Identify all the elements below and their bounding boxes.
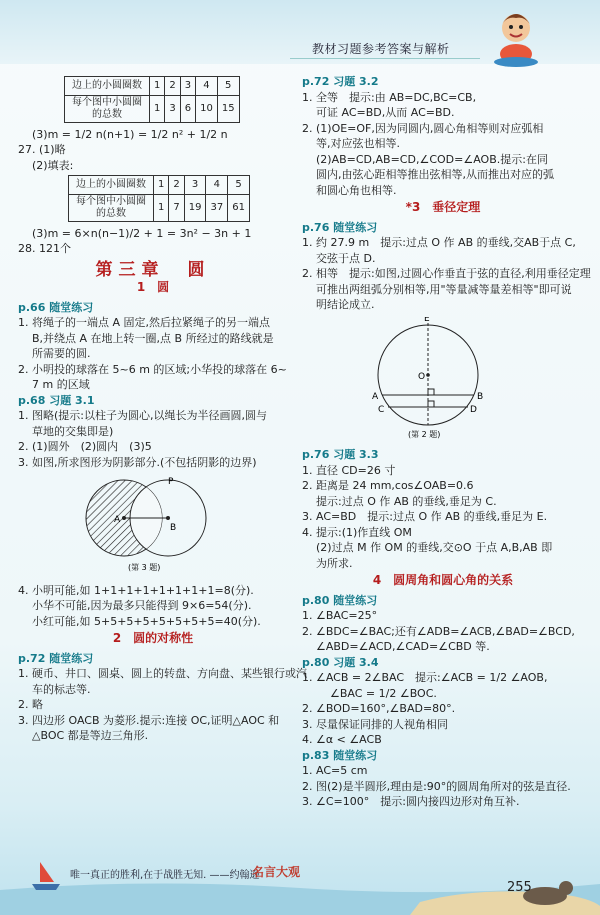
answer-line: 明结论成立. [316,298,375,311]
answer-line: 交弦于点 D. [316,251,376,265]
answer-line: 3. 四边形 OACB 为菱形.提示:连接 OC,证明△AOC 和 [18,713,280,727]
table-cell: 1 [150,77,165,96]
table-cell: 每个图中小圆圈的总数 [69,194,154,221]
table-cell: 37 [206,194,228,221]
section-title: 2 圆的对称性 [112,631,194,645]
answer-line: 1. ∠ACB = 2∠BAC 提示:∠ACB = 1/2 ∠AOB, [302,671,548,684]
answer-line: 4. 提示:(1)作直线 OM [302,525,412,539]
answer-line: ∠ABD=∠ACD,∠CAD=∠CBD 等. [316,640,490,653]
figure-2 [302,317,584,439]
table-row [65,77,240,96]
table-cell: 10 [196,95,218,122]
table-cell: 5 [228,176,250,195]
answer-line: △BOC 都是等边三角形. [32,729,149,742]
table-cell: 19 [184,194,206,221]
answer-line: 3. ∠C=100° 提示:圆内接四边形对角互补. [302,795,520,808]
table-cell: 6 [180,95,195,122]
table-cell: 3 [180,77,195,96]
figure-caption: (第 2 题) [408,429,441,439]
left-column [18,74,307,744]
table-cell: 每个图中小圆圈的总数 [65,95,150,122]
answer-line: 小华不可能,因为最多只能得到 9×6=54(分). [32,599,252,612]
answer-line: 小红可能,如 5+5+5+5+5+5+5+5=40(分). [32,614,261,628]
answer-line: 2. (1)圆外 (2)圆内 (3)5 [18,440,152,453]
answer-line: 车的标志等. [32,682,91,696]
table-row [69,176,250,195]
section-label: p.80 随堂练习 [302,593,378,607]
answer-line: 7 m 的区域 [32,378,90,391]
answer-line: (3)m = 1/2 n(n+1) = 1/2 n² + 1/2 n [32,127,228,141]
answer-line: 4. ∠α < ∠ACB [302,733,382,746]
label-p: P [168,477,174,487]
header-rule [290,58,480,59]
table-cell: 边上的小圆圈数 [69,176,154,195]
label-d: D [470,404,477,415]
answer-line: 1. 将绳子的一端点 A 固定,然后拉紧绳子的另一端点 [18,316,271,329]
table-row [69,194,250,221]
answer-line: ∠BAC = 1/2 ∠BOC. [330,686,437,700]
answer-line: 草地的交集即是) [32,424,114,438]
answer-line: (3)m = 6×n(n−1)/2 + 1 = 3n² − 3n + 1 [32,226,252,240]
answer-line: 1. 图略(提示:以柱子为圆心,以绳长为半径画圆,圆与 [18,409,267,422]
label-c: C [378,404,385,415]
answer-line: 可推出两组弧分别相等,用"等量减等量差相等"即可说 [316,282,572,296]
answer-line: (2)AB=CD,AB=CD,∠COD=∠AOB.提示:在同 [316,152,548,166]
answer-line: 所需要的圆. [32,347,91,360]
answer-line: 圆内,由弦心距相等推出弦相等,从而推出对应的弧 [316,168,554,181]
section-label: p.80 习题 3.4 [302,655,379,669]
answer-line: 2. 距离是 24 mm,cos∠OAB=0.6 [302,479,474,492]
section-label: p.72 习题 3.2 [302,75,379,88]
answer-line: 1. 硬币、井口、圆桌、圆上的转盘、方向盘、某些银行或汽 [18,667,307,680]
table-cell: 4 [196,77,218,96]
answer-line: (2)过点 M 作 OM 的垂线,交⊙O 于点 A,B,AB 即 [316,541,553,554]
right-column [302,74,591,810]
answer-line: 2. ∠BOD=160°,∠BAD=80°. [302,702,456,715]
table-cell: 2 [169,176,184,195]
section-label: p.76 随堂练习 [302,220,378,234]
sailboat-icon [32,862,60,890]
section-label: p.68 习题 3.1 [18,393,95,407]
table-2 [68,175,250,222]
section-label: p.72 随堂练习 [18,651,94,665]
table-1 [64,76,240,123]
table-cell: 61 [228,194,250,221]
question-28: 28. 121个 [18,242,71,255]
answer-line: 1. 全等 提示:由 AB=DC,BC=CB, [302,90,477,104]
table-cell: 边上的小圆圈数 [65,77,150,96]
table-cell: 4 [206,176,228,195]
answer-line: 3. 如图,所求图形为阴影部分.(不包括阴影的边界) [18,455,257,469]
section-label: p.66 随堂练习 [18,300,94,314]
answer-line: 等,对应弦也相等. [316,137,400,150]
answer-line: 1. ∠BAC=25° [302,609,378,622]
answer-line: 1. 直径 CD=26 寸 [302,463,396,477]
label-a: A [372,391,379,402]
figure-caption: (第 3 题) [128,563,161,572]
answer-line: 2. ∠BDC=∠BAC;还有∠ADB=∠ACB,∠BAD=∠BCD, [302,624,575,638]
table-cell: 5 [217,77,239,96]
answer-line: (2)填表: [32,158,74,172]
answer-line: 1. AC=5 cm [302,764,368,777]
footer-brand: 名言大观 [252,865,301,879]
answer-line: 可证 AC=BD,从而 AC=BD. [316,106,455,119]
page-number: 255 [507,880,532,895]
answer-line: 提示:过点 O 作 AB 的垂线,垂足为 C. [316,494,497,508]
chapter-title: 第三章 圆 [95,259,211,280]
table-row [65,95,240,122]
table-cell: 2 [165,77,180,96]
section-label: p.83 随堂练习 [302,748,378,762]
answer-line: 为所求. [316,556,353,570]
label-b: B [477,391,484,402]
header-title: 教材习题参考答案与解析 [312,42,450,56]
answer-line: 和圆心角也相等. [316,183,397,197]
label-e: E [424,316,430,324]
answer-line: 2. 小明投的球落在 5~6 m 的区域;小华投的球落在 6~ [18,362,287,376]
mascot-icon [488,8,544,68]
question-27: 27. (1)略 [18,143,66,156]
table-cell: 3 [184,176,206,195]
answer-line: 2. 相等 提示:如图,过圆心作垂直于弦的直径,利用垂径定理 [302,267,591,280]
section-title: *3 垂径定理 [405,200,481,214]
answer-line: 4. 小明可能,如 1+1+1+1+1+1+1+1=8(分). [18,583,254,597]
table-cell: 1 [154,176,169,195]
answer-line: 3. AC=BD 提示:过点 O 作 AB 的垂线,垂足为 E. [302,510,548,523]
label-b: B [170,523,177,533]
section-title: 4 圆周角和圆心角的关系 [372,573,514,587]
answer-line: 2. 图(2)是半圆形,理由是:90°的圆周角所对的弦是直径. [302,779,571,793]
label-o: O [418,371,426,382]
section-title: 1 圆 [136,280,170,294]
answer-line: 2. 略 [18,698,43,711]
answer-line: B,并绕点 A 在地上转一圈,点 B 所经过的路线就是 [32,331,274,345]
table-cell: 1 [150,95,165,122]
figure-3 [18,474,288,574]
table-cell: 15 [217,95,239,122]
answer-line: 2. (1)OE=OF,因为同圆内,圆心角相等则对应弧相 [302,121,544,135]
footer-motto: 唯一真正的胜利,在于战胜无知. ——约翰逊 [70,870,260,881]
label-a: A [114,515,121,525]
answer-line: 1. 约 27.9 m 提示:过点 O 作 AB 的垂线,交AB于点 C, [302,236,576,249]
answer-line: 3. 尽量保证同排的人视角相同 [302,717,448,731]
table-cell: 7 [169,194,184,221]
table-cell: 1 [154,194,169,221]
table-cell: 3 [165,95,180,122]
section-label: p.76 习题 3.3 [302,448,379,461]
